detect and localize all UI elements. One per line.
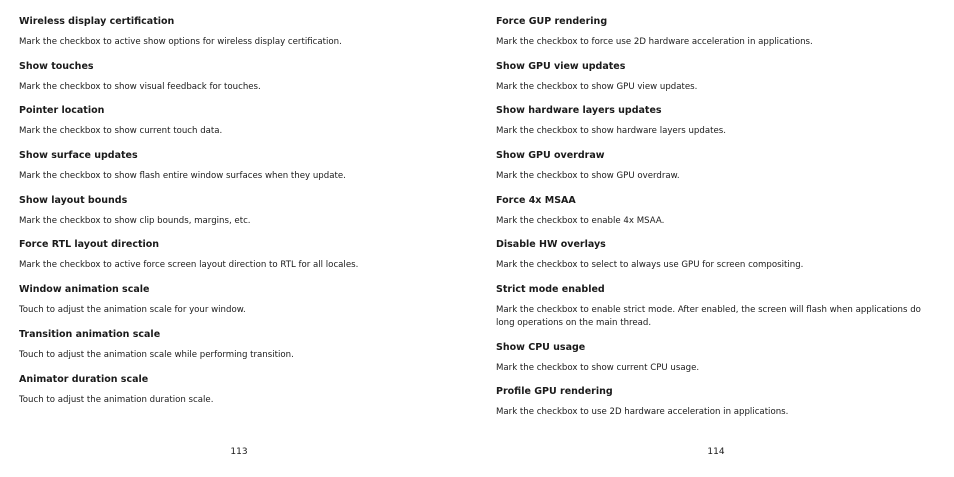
entry-heading: Force 4x MSAA bbox=[496, 195, 576, 206]
entry-description: Touch to adjust the animation scale while performing transition. bbox=[19, 350, 294, 360]
entry-heading: Window animation scale bbox=[19, 284, 150, 295]
entry-heading: Show GPU view updates bbox=[496, 61, 626, 72]
entry-heading: Force RTL layout direction bbox=[19, 239, 160, 250]
page-number-right: 114 bbox=[707, 447, 725, 457]
left-page bbox=[19, 0, 459, 477]
entry-heading: Profile GPU rendering bbox=[496, 386, 613, 397]
entry-show-cpu-usage bbox=[496, 342, 942, 375]
right-page bbox=[496, 0, 942, 477]
entry-heading: Show CPU usage bbox=[496, 342, 586, 353]
entry-heading: Force GUP rendering bbox=[496, 16, 608, 27]
entry-heading: Animator duration scale bbox=[19, 374, 149, 385]
entry-force-gup-rendering bbox=[496, 16, 942, 49]
entry-wireless-display-certification bbox=[19, 16, 459, 49]
entry-show-hardware-layers-updates bbox=[496, 105, 942, 138]
entry-description: Mark the checkbox to enable 4x MSAA. bbox=[496, 216, 665, 226]
entry-description: Mark the checkbox to active force screen layout direction to RTL for all locales. bbox=[19, 260, 359, 270]
entry-show-touches bbox=[19, 61, 459, 94]
entry-description: Mark the checkbox to show visual feedback for touches. bbox=[19, 82, 261, 92]
entry-description: Mark the checkbox to force use 2D hardware acceleration in applications. bbox=[496, 37, 813, 47]
entry-show-gpu-view-updates bbox=[496, 61, 942, 94]
entry-heading: Transition animation scale bbox=[19, 329, 161, 340]
entry-profile-gpu-rendering bbox=[496, 386, 942, 419]
entry-heading: Pointer location bbox=[19, 105, 105, 116]
entry-heading: Show surface updates bbox=[19, 150, 138, 161]
entry-disable-hw-overlays bbox=[496, 239, 942, 272]
entry-strict-mode-enabled bbox=[496, 284, 942, 330]
entry-description: Mark the checkbox to enable strict mode. After enabled, the screen will flash when applications do long operations on the main thread. bbox=[496, 305, 921, 328]
entry-description: Mark the checkbox to select to always use GPU for screen compositing. bbox=[496, 260, 804, 270]
entry-description: Mark the checkbox to show current CPU usage. bbox=[496, 363, 700, 373]
entry-heading: Disable HW overlays bbox=[496, 239, 606, 250]
entry-heading: Wireless display certification bbox=[19, 16, 175, 27]
entry-heading: Show hardware layers updates bbox=[496, 105, 662, 116]
entry-show-gpu-overdraw bbox=[496, 150, 942, 183]
entry-description: Touch to adjust the animation duration scale. bbox=[19, 395, 214, 405]
entry-description: Mark the checkbox to show hardware layers updates. bbox=[496, 126, 726, 136]
entry-heading: Show layout bounds bbox=[19, 195, 128, 206]
entry-heading: Show GPU overdraw bbox=[496, 150, 605, 161]
entry-description: Mark the checkbox to show clip bounds, margins, etc. bbox=[19, 216, 251, 226]
entry-description: Mark the checkbox to show flash entire window surfaces when they update. bbox=[19, 171, 346, 181]
page-number-left: 113 bbox=[230, 447, 248, 457]
entry-force-4x-msaa bbox=[496, 195, 942, 228]
entry-description: Mark the checkbox to show current touch data. bbox=[19, 126, 223, 136]
entry-description: Mark the checkbox to use 2D hardware acceleration in applications. bbox=[496, 407, 789, 417]
entry-force-rtl-layout-direction bbox=[19, 239, 459, 272]
entry-heading: Show touches bbox=[19, 61, 94, 72]
entry-description: Touch to adjust the animation scale for your window. bbox=[19, 305, 246, 315]
entry-show-surface-updates bbox=[19, 150, 459, 183]
entry-description: Mark the checkbox to show GPU overdraw. bbox=[496, 171, 680, 181]
entry-window-animation-scale bbox=[19, 284, 459, 317]
entry-heading: Strict mode enabled bbox=[496, 284, 605, 295]
entry-description: Mark the checkbox to active show options for wireless display certification. bbox=[19, 37, 342, 47]
entry-pointer-location bbox=[19, 105, 459, 138]
entry-description: Mark the checkbox to show GPU view updates. bbox=[496, 82, 698, 92]
entry-transition-animation-scale bbox=[19, 329, 459, 362]
entry-animator-duration-scale bbox=[19, 374, 459, 407]
entry-show-layout-bounds bbox=[19, 195, 459, 228]
